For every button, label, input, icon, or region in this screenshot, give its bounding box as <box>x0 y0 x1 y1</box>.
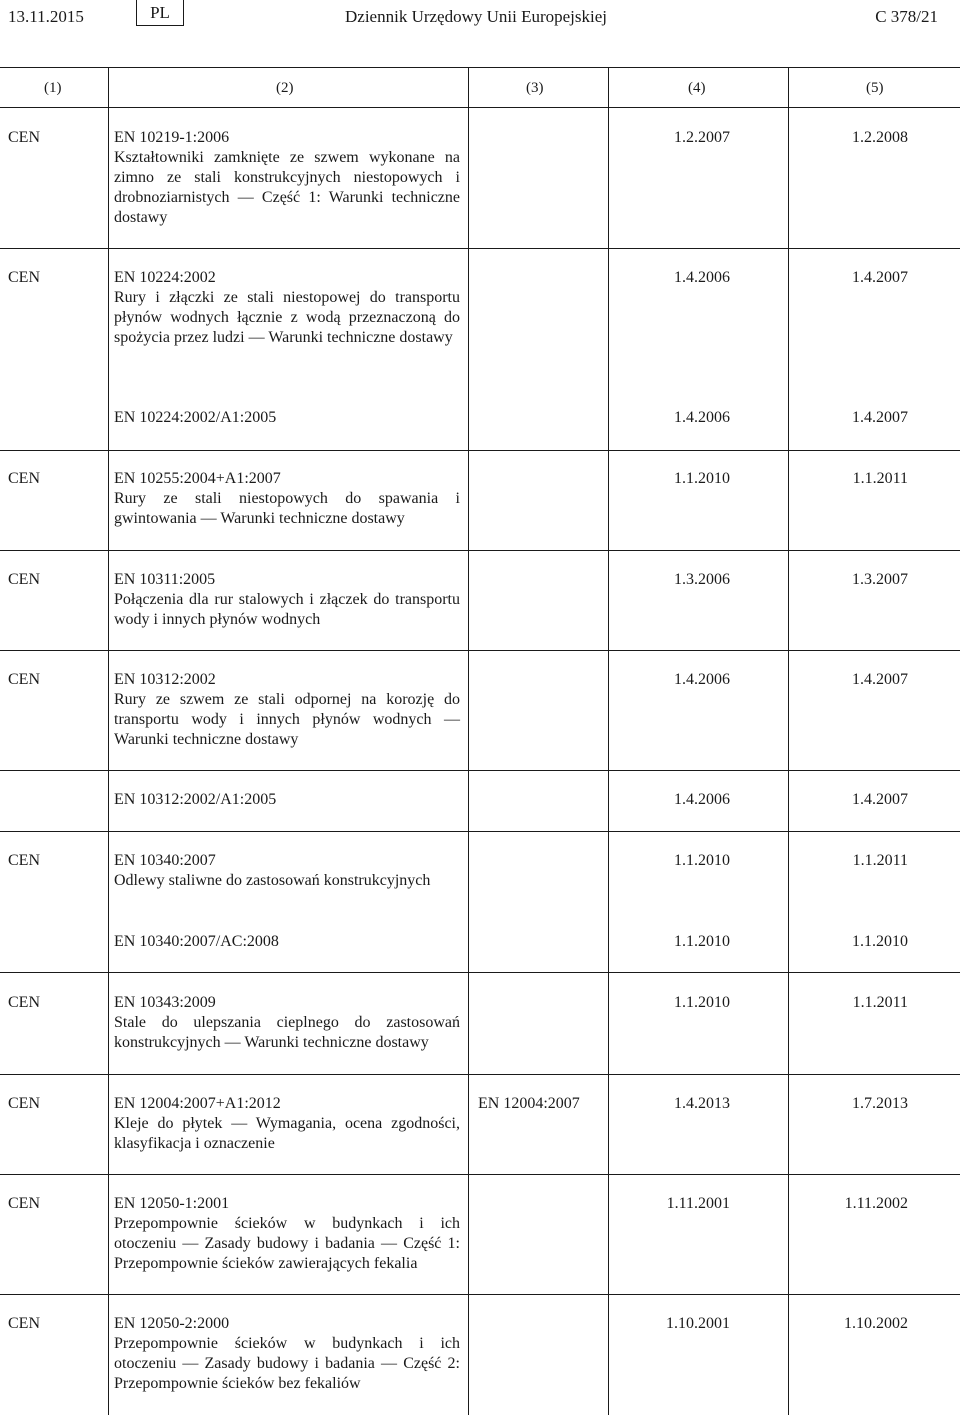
page-reference: C 378/21 <box>875 7 938 26</box>
date-presumption-ceases: 1.4.2006 <box>674 791 730 808</box>
organisation-code: CEN <box>8 129 40 146</box>
organisation-code: CEN <box>8 269 40 286</box>
date-cessation: 1.11.2002 <box>844 1195 908 1212</box>
publication-date: 13.11.2015 <box>8 7 84 26</box>
organisation-code: CEN <box>8 994 40 1011</box>
row-divider <box>0 972 960 973</box>
row-divider <box>0 1294 960 1295</box>
date-cessation: 1.7.2013 <box>852 1095 908 1112</box>
date-presumption-ceases: 1.1.2010 <box>674 994 730 1011</box>
column-header-4: (4) <box>688 80 706 96</box>
date-presumption-ceases: 1.4.2006 <box>674 409 730 426</box>
page-header <box>0 0 960 40</box>
column-header-1: (1) <box>44 80 62 96</box>
date-cessation: 1.4.2007 <box>852 671 908 688</box>
date-presumption-ceases: 1.2.2007 <box>674 129 730 146</box>
date-presumption-ceases: 1.4.2006 <box>674 671 730 688</box>
row-divider <box>0 770 960 771</box>
date-cessation: 1.1.2011 <box>852 994 908 1011</box>
standard-title: Rury ze szwem ze stali odpornej na korozję do transportu wody i innych płynów wodnych — Warunki techniczne dostawy <box>114 691 460 748</box>
standard-reference: EN 12050-1:2001 <box>114 1195 230 1212</box>
date-presumption-ceases: 1.1.2010 <box>674 470 730 487</box>
row-divider <box>0 1174 960 1175</box>
date-presumption-ceases: 1.3.2006 <box>674 571 730 588</box>
date-presumption-ceases: 1.10.2001 <box>666 1315 730 1332</box>
standard-title: Rury i złączki ze stali niestopowej do transportu płynów wodnych łącznie z wodą przeznaczoną do spożycia przez ludzi — Warunki techniczne dostawy <box>114 289 460 346</box>
row-divider <box>0 650 960 651</box>
date-presumption-ceases: 1.1.2010 <box>674 933 730 950</box>
standard-reference: EN 12050-2:2000 <box>114 1315 230 1332</box>
standard-title: Kleje do płytek — Wymagania, ocena zgodności, klasyfikacja i oznaczenie <box>114 1115 460 1152</box>
standard-title: Przepompownie ścieków w budynkach i ich otoczeniu — Zasady budowy i badania — Część 2: Przepompownie ścieków bez fekaliów <box>114 1335 460 1392</box>
standard-reference: EN 10312:2002 <box>114 671 216 688</box>
standard-title: Połączenia dla rur stalowych i złączek do transportu wody i innych płynów wodnych <box>114 591 460 628</box>
column-divider <box>108 67 109 1415</box>
standard-reference: EN 10255:2004+A1:2007 <box>114 470 281 487</box>
row-divider <box>0 450 960 451</box>
standard-reference: EN 10219-1:2006 <box>114 129 230 146</box>
organisation-code: CEN <box>8 671 40 688</box>
column-header-3: (3) <box>526 80 544 96</box>
table-top-border <box>0 67 960 68</box>
standard-reference: EN 10224:2002/A1:2005 <box>114 409 277 426</box>
column-header-5: (5) <box>866 80 884 96</box>
standard-title: Stale do ulepszania cieplnego do zastosowań konstrukcyjnych — Warunki techniczne dostawy <box>114 1014 460 1051</box>
organisation-code: CEN <box>8 470 40 487</box>
date-cessation: 1.2.2008 <box>852 129 908 146</box>
date-presumption-ceases: 1.11.2001 <box>666 1195 730 1212</box>
date-cessation: 1.4.2007 <box>852 791 908 808</box>
row-divider <box>0 248 960 249</box>
row-divider <box>0 1074 960 1075</box>
date-presumption-ceases: 1.1.2010 <box>674 852 730 869</box>
standard-title: Rury ze stali niestopowych do spawania i gwintowania — Warunki techniczne dostawy <box>114 490 460 527</box>
organisation-code: CEN <box>8 1315 40 1332</box>
standard-title: Odlewy staliwne do zastosowań konstrukcyjnych <box>114 872 431 889</box>
date-cessation: 1.4.2007 <box>852 409 908 426</box>
organisation-code: CEN <box>8 1195 40 1212</box>
row-divider <box>0 831 960 832</box>
date-presumption-ceases: 1.4.2006 <box>674 269 730 286</box>
standard-title: Kształtowniki zamknięte ze szwem wykonane na zimno ze stali konstrukcyjnych niestopowych i drobnoziarnistych — Część 1: Warunki techniczne dostawy <box>114 149 460 226</box>
standard-reference: EN 12004:2007+A1:2012 <box>114 1095 281 1112</box>
standard-reference: EN 10343:2009 <box>114 994 216 1011</box>
standard-reference: EN 10311:2005 <box>114 571 216 588</box>
row-divider <box>0 550 960 551</box>
standard-reference: EN 10340:2007/AC:2008 <box>114 933 279 950</box>
language-badge: PL <box>136 0 184 26</box>
date-cessation: 1.3.2007 <box>852 571 908 588</box>
date-cessation: 1.1.2011 <box>852 470 908 487</box>
organisation-code: CEN <box>8 1095 40 1112</box>
standard-reference: EN 10340:2007 <box>114 852 216 869</box>
table-header-border <box>0 107 960 108</box>
organisation-code: CEN <box>8 571 40 588</box>
superseded-standard: EN 12004:2007 <box>478 1095 580 1112</box>
standard-reference: EN 10312:2002/A1:2005 <box>114 791 277 808</box>
column-divider <box>468 67 469 1415</box>
date-cessation: 1.4.2007 <box>852 269 908 286</box>
date-cessation: 1.1.2010 <box>852 933 908 950</box>
date-presumption-ceases: 1.4.2013 <box>674 1095 730 1112</box>
organisation-code: CEN <box>8 852 40 869</box>
column-header-2: (2) <box>276 80 294 96</box>
date-cessation: 1.1.2011 <box>852 852 908 869</box>
standard-reference: EN 10224:2002 <box>114 269 216 286</box>
date-cessation: 1.10.2002 <box>844 1315 908 1332</box>
standard-title: Przepompownie ścieków w budynkach i ich otoczeniu — Zasady budowy i badania — Część 1: Przepompownie ścieków zawierających fekalia <box>114 1215 460 1272</box>
journal-title: Dziennik Urzędowy Unii Europejskiej <box>345 7 608 26</box>
